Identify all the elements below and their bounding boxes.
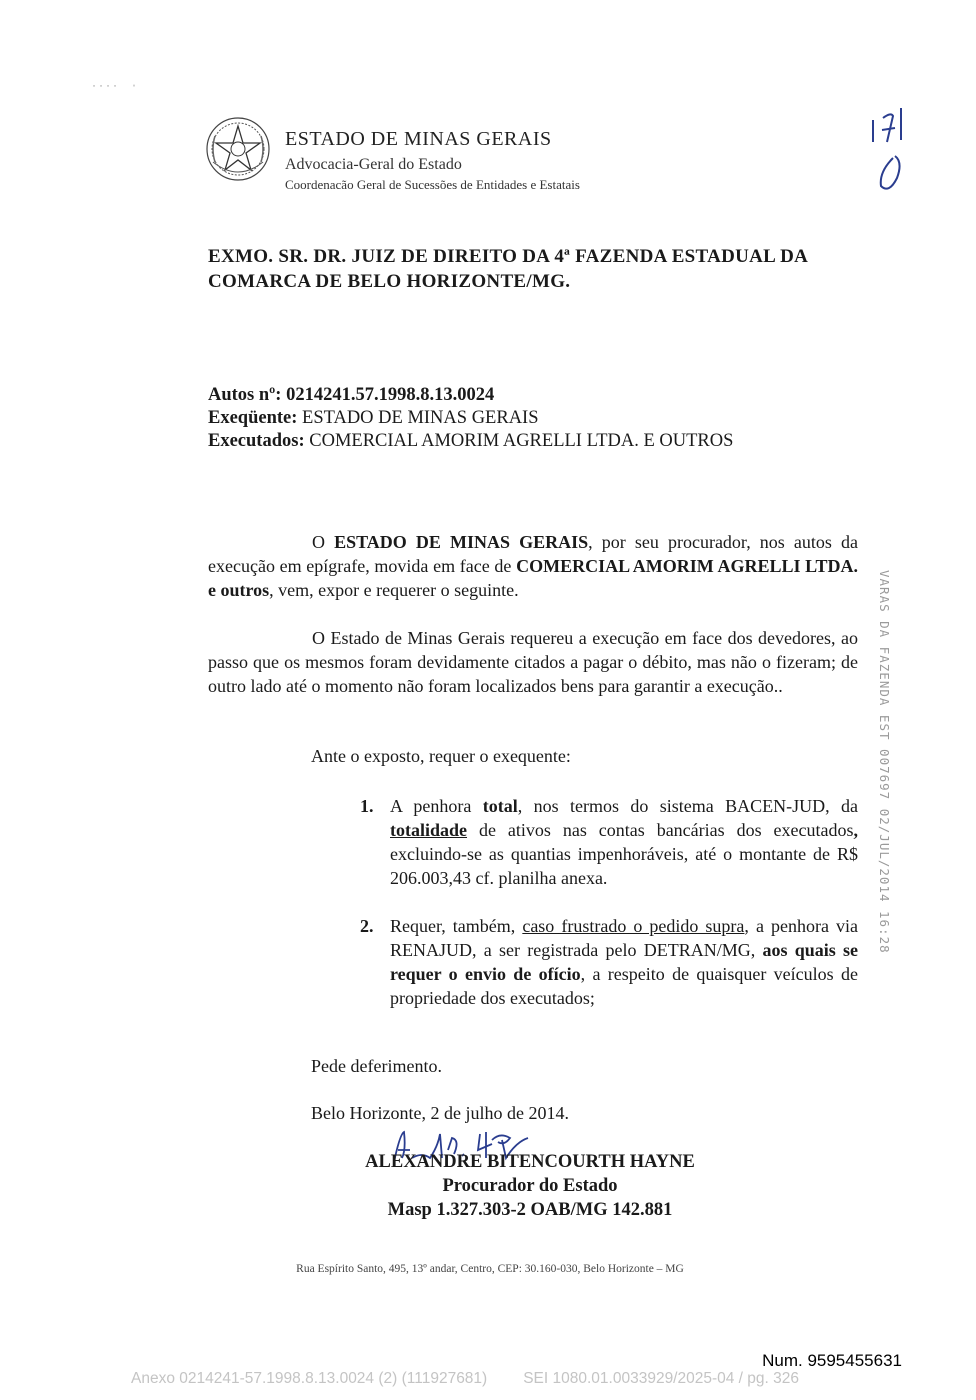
header-title: ESTADO DE MINAS GERAIS xyxy=(285,128,552,150)
document-number: Num. 9595455631 xyxy=(762,1351,902,1370)
intro-paragraph: O ESTADO DE MINAS GERAIS, por seu procurador, nos autos da execução em epígrafe, movida em face de COMERCIAL AMORIM AGRELLI LTDA. e outros, vem, expor e requerer o seguinte. xyxy=(208,532,859,600)
request-intro: Ante o exposto, requer o exequente: xyxy=(311,746,571,766)
item-text: Requer, também, caso frustrado o pedido supra, a penhora via RENAJUD, a ser registrada pelo DETRAN/MG, aos quais se requer o envio de ofício, a respeito de quaisquer veículos de propriedade dos executados; xyxy=(390,916,859,1008)
addressee-block xyxy=(208,244,868,294)
header-department: Coordenacão Geral de Sucessões de Entidades e Estatais xyxy=(285,177,580,192)
protocol-stamp: VARAS DA FAZENDA EST 007697 02/JUL/2014 16:28 xyxy=(877,570,892,954)
signer-role: Procurador do Estado xyxy=(442,1176,618,1196)
addressee-line: COMARCA DE BELO HORIZONTE/MG. xyxy=(208,271,571,292)
coat-of-arms-icon xyxy=(205,116,271,182)
facts-paragraph: O Estado de Minas Gerais requereu a execução em face dos devedores, ao passo que os mesmos foram devidamente citados a pagar o débito, mas não o fizeram; de outro lado até o momento não foram localizados bens para garantir a execução.. xyxy=(208,628,858,696)
item-number: 1. xyxy=(360,796,374,816)
scan-specks: ˙ ˙ ˙ ˙ ˈ xyxy=(92,82,136,96)
request-item xyxy=(360,914,858,1010)
signer-block xyxy=(290,1150,770,1222)
annex-footer xyxy=(131,1370,799,1388)
case-plaintiff: Exeqüente: ESTADO DE MINAS GERAIS xyxy=(208,408,539,428)
item-number: 2. xyxy=(360,916,374,936)
addressee-line: EXMO. SR. DR. JUIZ DE DIREITO DA 4ª FAZENDA ESTADUAL DA xyxy=(208,246,809,267)
footer-address: Rua Espírito Santo, 495, 13º andar, Centro, CEP: 30.160-030, Belo Horizonte – MG xyxy=(296,1263,684,1275)
closing-line: Pede deferimento. xyxy=(311,1056,442,1076)
request-item xyxy=(360,794,858,890)
signer-registration: Masp 1.327.303-2 OAB/MG 142.881 xyxy=(387,1200,673,1220)
handwritten-folio-mark xyxy=(865,100,925,195)
case-defendants: Executados: COMERCIAL AMORIM AGRELLI LTDA. E OUTROS xyxy=(208,431,734,451)
case-info xyxy=(208,384,868,453)
place-date: Belo Horizonte, 2 de julho de 2014. xyxy=(311,1103,569,1123)
annex-reference: Anexo 0214241-57.1998.8.13.0024 (2) (111927681) xyxy=(131,1370,488,1387)
header-subtitle: Advocacia-Geral do Estado xyxy=(285,156,462,173)
item-text: A penhora total, nos termos do sistema BACEN-JUD, da totalidade de ativos nas contas bancárias dos executados, excluindo-se as quantias impenhoráveis, até o montante de R$ 206.003,43 cf. planilha anexa. xyxy=(390,796,859,888)
case-number: Autos nº: 0214241.57.1998.8.13.0024 xyxy=(208,385,495,405)
signer-name: ALEXANDRE BITENCOURTH HAYNE xyxy=(365,1152,695,1172)
sei-reference: SEI 1080.01.0033929/2025-04 / pg. 326 xyxy=(523,1370,800,1387)
